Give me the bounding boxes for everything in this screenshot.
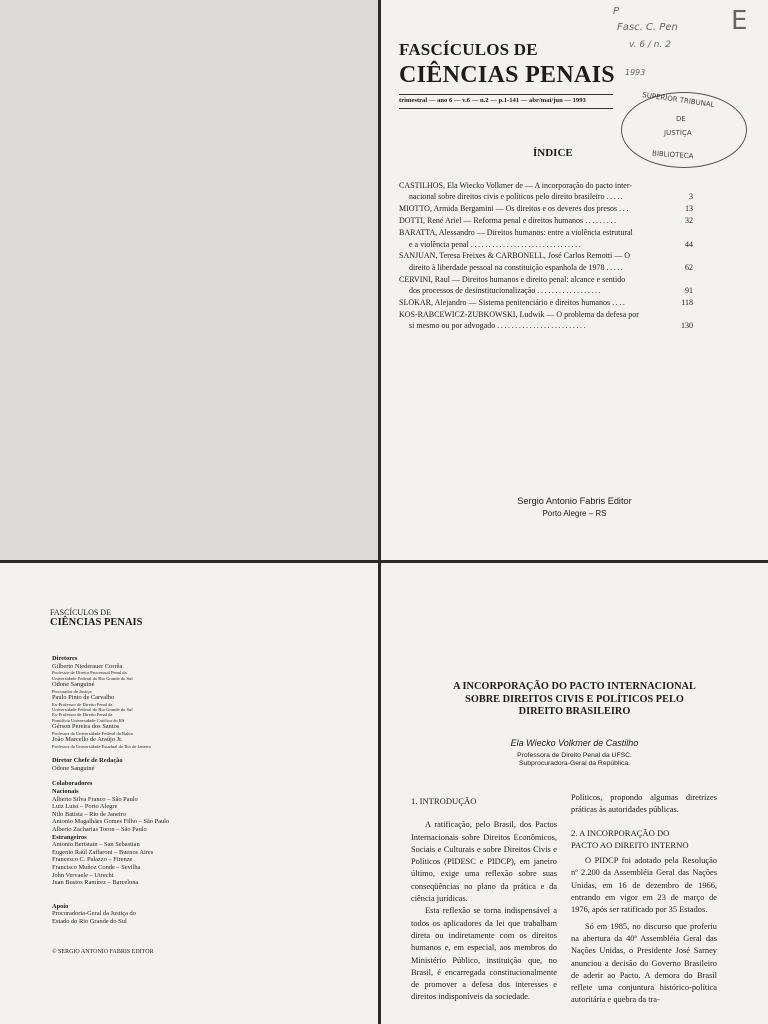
toc-page-number: 13 [685, 204, 693, 214]
chief-editor: Odone Sanguiné [52, 764, 95, 772]
divider [399, 108, 613, 109]
copyright: © SERGIO ANTONIO FABRIS EDITOR [52, 948, 154, 955]
toc-page-number: 62 [685, 262, 693, 272]
index-heading: ÍNDICE [533, 147, 573, 159]
toc-entry: SLOKAR, Alejandro — Sistema penitenciário e direitos humanos .... 118 [399, 298, 693, 308]
toc-page-number: 118 [681, 298, 693, 308]
paragraph: Só em 1985, no discurso que proferiu na abertura da 40ª Assembléia Geral das Nações Unidas, o Presidente José Sarney anunciou a decisão do Governo Brasileiro de aderir ao Pacto. A demora do Brasil reflete uma conjuntura histórico-política autoritária e quebra da tra- [571, 921, 717, 1005]
handwritten-note: Fasc. C. Pen [617, 22, 678, 33]
author-affiliation: Professora de Direito Penal da UFSC. Subprocuradora-Geral da República. [517, 752, 632, 768]
director: João Marcello de Araújo Jr. Professor da Universidade Estadual do Rio de Janeiro [52, 736, 151, 749]
toc-entry: KOS-RABCEWICZ-ZUBKOWSKI, Ludwik — O problema da defesa por si mesmo ou por advogado ......................... 130 [399, 309, 693, 331]
subsection-heading: Estrangeiros [52, 833, 87, 841]
director: Gérson Pereira dos Santos Professor da Universidade Federal da Bahia [52, 723, 133, 736]
handwritten-note: E [731, 6, 748, 36]
collaborator: Francisco Muñoz Conde – Sevilha [52, 863, 141, 871]
publisher-name: Sergio Antonio Fabris Editor [517, 496, 632, 506]
text-column-right [571, 792, 717, 1007]
toc-entry: DOTTI, René Ariel — Reforma penal e direitos humanos ......... 32 [399, 216, 693, 226]
toc-entry: CERVINI, Raul — Direitos humanos e direito penal: alcance e sentido dos processos de desinstitucionalização .................. 91 [399, 274, 693, 296]
support-line: Procuradoria-Geral da Justiça do [52, 910, 136, 918]
toc-page-number: 32 [685, 216, 693, 226]
masthead-page [0, 563, 378, 1024]
toc-page-number: 44 [685, 239, 693, 249]
blank-page [0, 0, 378, 560]
collaborator: Juan Bustos Ramírez – Barcelona [52, 879, 139, 887]
section-heading: Diretores [52, 655, 78, 662]
paragraph: Esta reflexão se torna indispensável a todos os aplicadores da lei que trabalham direta ou indiretamente com os direitos humanos e, em especial, aos membros do Ministério Público, instituição que, no Brasil, é encarregada constitucionalmente de promover a defesa dos interesses e direitos indisponíveis da sociedade. [411, 906, 557, 1002]
handwritten-note: P [613, 6, 620, 17]
divider [399, 94, 613, 95]
toc-page-number: 130 [681, 321, 693, 331]
article-author: Ela Wiecko Volkmer de Castilho [510, 738, 639, 748]
article-title: A INCORPORAÇÃO DO PACTO INTERNACIONAL SOBRE DIREITOS CIVIS E POLÍTICOS PELO DIREITO BRASILEIRO [453, 681, 696, 718]
section-heading: 2. A INCORPORAÇÃO DO PACTO AO DIREITO INTERNO [571, 827, 689, 850]
library-stamp: SUPERIOR TRIBUNAL DE JUSTIÇA BIBLIOTECA [621, 92, 747, 168]
journal-title-line1: FASCÍCULOS DE [50, 608, 111, 617]
toc-entry: CASTILHOS, Ela Wiecko Volkmer de — A incorporação do pacto inter- nacional sobre direitos civis e políticos pelo direito brasileiro ..... 3 [399, 181, 693, 202]
masthead-credits [52, 655, 352, 955]
collaborator: Antonio Beristain – San Sebastian [52, 841, 140, 849]
collaborator: John Vervaele – Utrecht [52, 871, 114, 879]
toc-entry: MIOTTO, Armida Bergamini — Os direitos e os deveres dos presos ... 13 [399, 204, 693, 214]
paragraph: Políticos, propondo algumas diretrizes práticas às autoridades públicas. [571, 793, 717, 815]
article-page [381, 563, 768, 1024]
table-of-contents [399, 180, 693, 332]
collaborator: Alberto Zacharias Toron – São Paulo [52, 825, 147, 833]
director: Odone Sanguiné Procurador de Justiça [52, 681, 95, 694]
collaborator: Nilo Batista – Rio de Janeiro [52, 810, 127, 818]
journal-title-line2: CIÊNCIAS PENAIS [50, 617, 143, 628]
director: Gilberto Niederauer Corrêa Professor de Direito Processual Penal da Universidade Federal do Rio Grande do Sul [52, 662, 133, 681]
cover-page [381, 0, 768, 560]
section-heading: Diretor Chefe de Redação [52, 757, 123, 765]
handwritten-note: v. 6 / n. 2 [629, 40, 671, 50]
collaborator: Eugenio Raúl Zaffaroni – Buenos Aires [52, 848, 154, 856]
text-column-left [411, 795, 557, 1004]
publisher-city: Porto Alegre – RS [542, 509, 607, 518]
toc-page-number: 91 [685, 286, 693, 296]
collaborator: Luiz Luisi – Porto Alegre [52, 803, 118, 811]
handwritten-note: 1993 [625, 68, 646, 77]
toc-entry: BARATTA, Alessandro — Direitos humanos: entre a violência estrutural e a violência penal ............................... 44 [399, 228, 693, 249]
paragraph: O PIDCP foi adotado pela Resolução nº 2.200 da Assembléia Geral das Nações Unidas, em 16 de dezembro de 1966, entrando em vigor em 23 de março de 1976, após ser ratificado por 35 Estados. [571, 856, 717, 915]
collaborator: Francesco C. Palazzo – Firenze [52, 856, 133, 864]
section-heading: 1. INTRODUÇÃO [411, 796, 477, 806]
collaborator: Antonio Magalhães Gomes Filho – São Paulo [52, 818, 170, 826]
journal-title-line1: FASCÍCULOS DE [399, 40, 538, 59]
journal-meta: trimestral — ano 6 — v.6 — n.2 — p.1-141 — abr/mai/jun — 1993 [399, 97, 586, 104]
toc-page-number: 3 [689, 192, 693, 202]
director: Paulo Pinto de Carvalho Ex-Professor de Direito Penal da Universidade Federal do Rio Grande do Sul Ex-Professor de Direito Penal da Pontifícia Universidade Católica do RS [52, 694, 133, 723]
support-line: Estado do Rio Grande do Sul [52, 917, 127, 925]
journal-title-line2: CIÊNCIAS PENAIS [399, 62, 615, 88]
section-heading: Apoio [52, 902, 69, 910]
subsection-heading: Nacionais [52, 788, 79, 795]
toc-entry: SANJUAN, Teresa Freixes & CARBONELL, José Carlos Remotti — O direito à liberdade pessoal na constituição espanhola de 1978 ..... 62 [399, 251, 693, 272]
section-heading: Colaboradores [52, 780, 93, 788]
paragraph: A ratificação, pelo Brasil, dos Pactos Internacionais sobre Direitos Econômicos, Sociais e Culturais e sobre Direitos Civis e Políticos (PIDESC e PIDCP), em janeiro último, exige uma reflexão sobre suas conseqüências no plano da prática e da ciência jurídicas. [411, 820, 557, 904]
collaborator: Alberto Silva Franco – São Paulo [52, 795, 138, 803]
